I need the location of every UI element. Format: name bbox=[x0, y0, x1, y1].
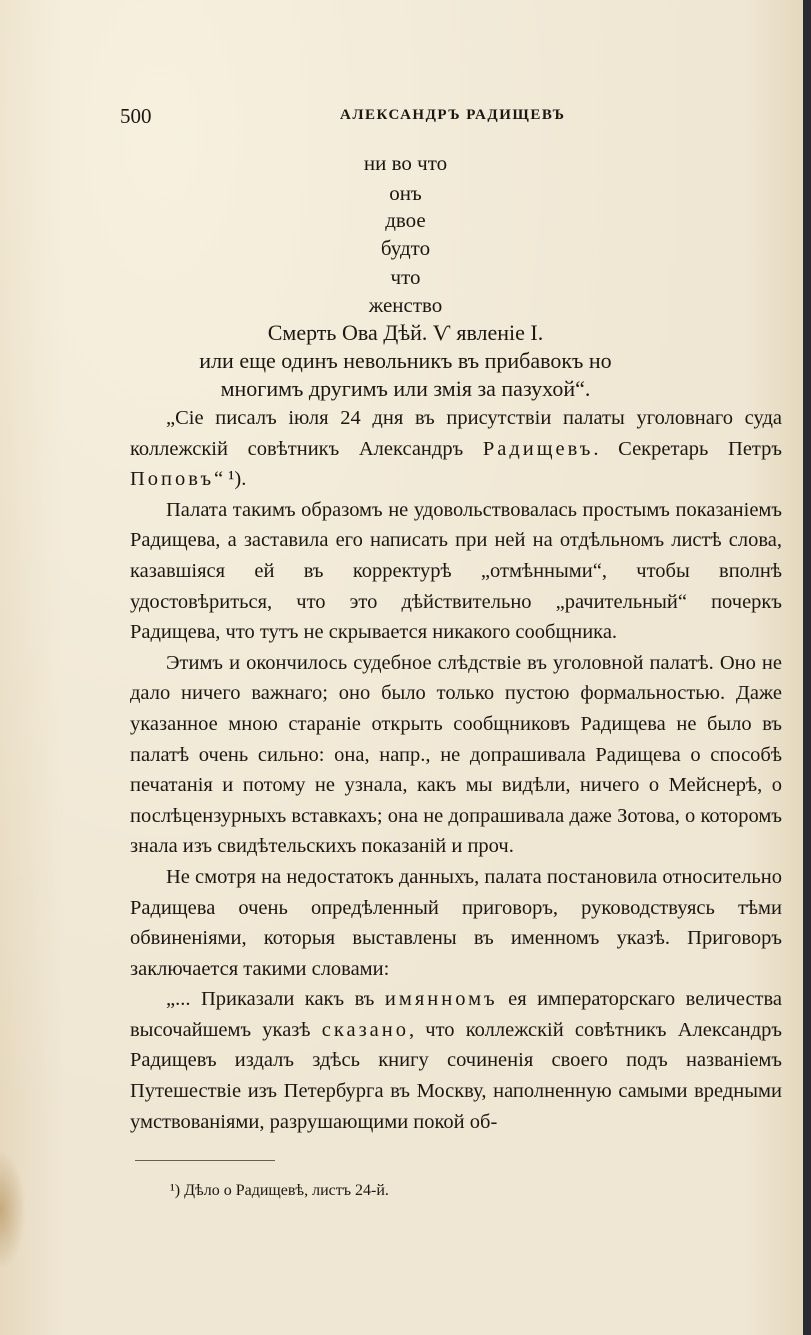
verse-line: Смерть Ова Дѣй. Ѵ явленіе I. bbox=[267, 320, 544, 345]
paragraph: „Сіе писалъ іюля 24 дня въ присутствіи палаты уголовнаго суда коллежскій совѣтникъ Александръ Радищевъ. Секретарь Петръ Поповъ“ ¹). bbox=[130, 407, 782, 491]
spaced-name: Радищевъ bbox=[482, 437, 594, 460]
verse-line: что bbox=[390, 265, 421, 289]
verse-line: ни во что bbox=[363, 151, 448, 175]
verse-line: будто bbox=[380, 236, 431, 260]
verse-line: или еще одинъ невольникъ въ прибавокъ но bbox=[199, 348, 612, 373]
page-header bbox=[120, 104, 780, 134]
footnote-divider bbox=[135, 1160, 275, 1161]
paragraph: Палата такимъ образомъ не удовольствовалась простымъ показаніемъ Радищева, а заставила его написать при ней на отдѣльномъ листѣ слова, казавшіяся ей въ корректурѣ „отмѣнными“, чтобы вполнѣ удостовѣриться, что это дѣйствительно „рачительный“ почеркъ Радищева, что тутъ не скрывается никакого сообщника. bbox=[130, 498, 782, 644]
verse-line: двое bbox=[385, 208, 426, 232]
spaced-name: Поповъ bbox=[130, 468, 215, 491]
paragraph: Этимъ и окончилось судебное слѣдствіе въ уголовной палатѣ. Оно не дало ничего важнаго; оно было только пустою формальностью. Даже указанное мною стараніе открыть сообщниковъ Радищева не было въ палатѣ очень сильно: она, напр., не допрашивала Радищева о способѣ печатанія и потому не узнала, какъ мы видѣли, ничего о Мейснерѣ, о послѣцензурныхъ вставкахъ; она не допрашивала даже Зотова, о которомъ знала изъ свидѣтельскихъ показаній и проч. bbox=[130, 651, 782, 858]
spaced-word: имянномъ bbox=[384, 988, 498, 1011]
verse-line: онъ bbox=[389, 181, 422, 205]
spaced-word: сказано bbox=[321, 1018, 409, 1041]
footnote: ¹) Дѣло о Радищевѣ, листъ 24-й. bbox=[170, 1182, 389, 1199]
body-text bbox=[130, 403, 782, 1137]
page-number: 500 bbox=[120, 104, 152, 128]
paragraph: Не смотря на недостатокъ данныхъ, палата постановила относительно Радищева очень опредѣленный приговоръ, руководствуясь тѣми обвиненіями, которыя выставлены въ именномъ указѣ. Приговоръ заключается такими словами: bbox=[130, 865, 782, 980]
paragraph: „... Приказали какъ въ имянномъ ея императорскаго величества высочайшемъ указѣ сказано, что коллежскій совѣтникъ Александръ Радищевъ издалъ здѣсь книгу сочиненія своего подъ названіемъ Путешествіе изъ Петербурга въ Москву, наполненную самыми вредными умствованіями, разрушающими покой об- bbox=[130, 988, 783, 1133]
page-stain bbox=[0, 1150, 26, 1270]
verse-line: женство bbox=[368, 293, 443, 317]
verse-line: многимъ другимъ или змія за пазухой“. bbox=[220, 376, 591, 401]
running-title: АЛЕКСАНДРЪ РАДИЩЕВЪ bbox=[340, 107, 566, 123]
